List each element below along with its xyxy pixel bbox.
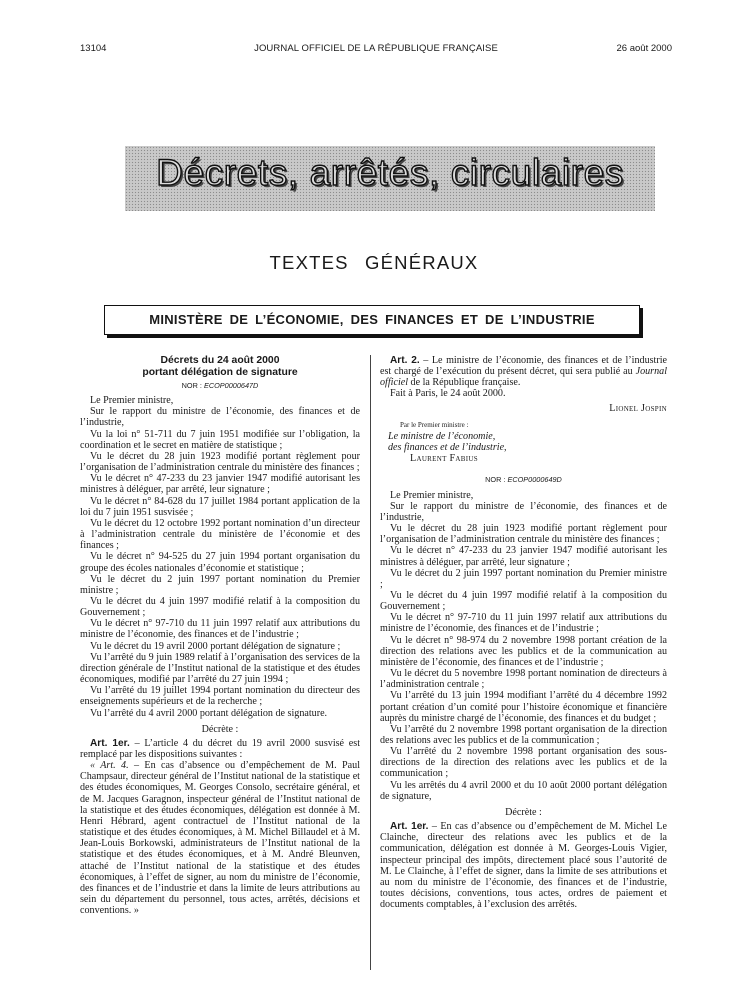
decree-title-2: portant délégation de signature [142,366,298,378]
paragraph: Vu l’arrêté du 2 novembre 1998 portant organisation de la direction des relations avec les publics et de la communication ; [380,723,667,746]
page-header [80,43,672,57]
decree-title-1: Décrets du 24 août 2000 [160,355,280,366]
nor-reference [380,474,667,485]
article-text-end: de la République française. [408,377,521,389]
article-label: Art. 2. [390,355,420,366]
article-1 [380,821,667,910]
paragraph: Sur le rapport du ministre de l’économie, des finances et de l’industrie, [380,500,667,523]
article-2 [380,355,667,388]
paragraph: Vu le décret du 5 novembre 1998 portant nomination de directeurs à l’administration centrale ; [380,668,667,691]
minister-title-text: des finances et de l’industrie, [388,442,507,454]
paragraph: Vu les arrêtés du 4 avril 2000 et du 10 août 2000 portant délégation de signature, [380,779,667,802]
paragraph: Vu l’arrêté du 13 juin 1994 modifiant l’arrêté du 4 décembre 1992 portant création d’un comité pour l’histoire économique et financière auprès du ministre chargé de l’économie, des finances et du budget ; [380,690,667,724]
paragraph: Vu l’arrêté du 19 juillet 1994 portant nomination du directeur des enseignements supérieurs et de la recherche ; [80,685,360,708]
paragraph: Vu le décret n° 94-525 du 27 juin 1994 portant organisation du groupe des écoles nationales d’économie et statistique ; [80,551,360,574]
paragraph: Vu le décret du 4 juin 1997 modifié relatif à la composition du Gouvernement ; [80,595,360,619]
paragraph: Vu le décret du 2 juin 1997 portant nomination du Premier ministre ; [380,567,667,590]
section-heading: TEXTES GÉNÉRAUX [269,252,479,273]
decrete-label: Décrète : [505,806,542,818]
article-text: – Le ministre de l’économie, des finances et de l’industrie est chargé de l’exécution du présent décret, qui sera publié au [380,355,667,378]
paragraph: Vu le décret du 2 juin 1997 portant nomination du Premier ministre ; [80,573,360,596]
paragraph: Vu le décret du 28 juin 1923 modifié portant règlement pour l’organisation de l’administration centrale du ministère des finances ; [380,523,667,546]
ministry-box [104,305,640,335]
signature-pm: Lionel Jospin [609,402,667,414]
paragraph: Vu l’arrêté du 2 novembre 1998 portant organisation des sous-directions de la direction des relations avec les publics et de la communication ; [380,746,667,780]
paragraph: Vu le décret n° 98-974 du 2 novembre 1998 portant création de la direction des relations avec les publics et de la communication au ministère de l’économie, des finances et de l’industrie ; [380,634,667,668]
left-column [80,355,360,916]
paragraph: Vu le décret du 12 octobre 1992 portant nomination d’un directeur à l’administration centrale du ministère de l’économie et des finances ; [80,517,360,552]
paragraph: Sur le rapport du ministre de l’économie, des finances et de l’industrie, [80,406,360,429]
paragraph: Vu le décret n° 97-710 du 11 juin 1997 relatif aux attributions du ministre de l’économie, des finances et de l’industrie ; [80,618,360,641]
paragraph: Vu le décret du 28 juin 1923 modifié portant règlement pour l’organisation de l’administration centrale du ministère des finances ; [80,450,360,474]
nor-reference [80,380,360,391]
nor-label: NOR : [181,381,202,390]
signature-minister: Laurent Fabius [410,453,478,465]
section-banner [125,146,655,211]
minister-title-1 [388,431,667,442]
right-column [380,355,667,910]
paragraph: Le Premier ministre, [390,489,474,501]
paragraph: Vu le décret n° 47-233 du 23 janvier 1947 modifié autorisant les ministres à déléguer, par arrêté, leur signature ; [380,545,667,568]
article-label: « Art. 4. [90,760,129,772]
journal-title: JOURNAL OFFICIEL DE LA RÉPUBLIQUE FRANÇAISE [254,43,498,54]
nor-code: ECOP0000649D [507,475,562,485]
article-label: Art. 1er. [390,821,429,833]
article-text: – En cas d’absence ou d’empêchement de M. Michel Le Clainche, directeur des relations avec les publics et de la communication, délégation est donnée à M. Georges-Louis Vigier, inspecteur principal des impôts, directement placé sous l’autorité de M. Le Clainche, à l’effet de signer, dans la limite de ses attributions et au nom du ministre de l’économie, des finances et de l’industrie, toutes décisions, conventions, tous actes, ordres de paiement et documents comptables, à l’exclusion des arrêtés. [380,821,668,911]
banner-title: Décrets, arrêtés, circulaires [156,152,624,193]
paragraph: Vu le décret du 19 avril 2000 portant délégation de signature ; [90,640,341,652]
decrete-label: Décrète : [201,723,239,735]
paragraph: Vu l’arrêté du 9 juin 1989 relatif à l’organisation des services de la direction générale de l’Institut national de la statistique et des études économiques, modifié par l’arrêté du 27 juin 1994 ; [80,651,360,686]
article-4 [80,760,360,916]
par-line: Par le Premier ministre : [400,420,469,429]
article-1 [80,738,360,760]
nor-code: ECOP0000647D [203,381,259,390]
page-number: 13104 [80,43,107,54]
fait-line: Fait à Paris, le 24 août 2000. [390,388,506,400]
minister-title-2 [388,442,667,453]
journal-name: Journal officiel [380,366,667,389]
ministry-name: MINISTÈRE DE L’ÉCONOMIE, DES FINANCES ET DE L’INDUSTRIE [149,312,595,327]
column-divider [370,355,371,970]
paragraph: Vu le décret n° 84-628 du 17 juillet 1984 portant application de la loi du 7 juin 1951 susvisée ; [80,495,360,518]
paragraph: Vu le décret n° 97-710 du 11 juin 1997 relatif aux attributions du ministre de l’économie, des finances et de l’industrie ; [380,612,667,635]
article-text: – L’article 4 du décret du 19 avril 2000 susvisé est remplacé par les dispositions suivantes : [80,737,360,760]
nor-label: NOR : [485,475,506,485]
paragraph: Vu le décret du 4 juin 1997 modifié relatif à la composition du Gouvernement ; [380,589,667,613]
article-label: Art. 1er. [90,737,130,749]
paragraph: Vu l’arrêté du 4 avril 2000 portant délégation de signature. [90,707,328,719]
issue-date: 26 août 2000 [616,43,672,54]
article-text: – En cas d’absence ou d’empêchement de M. Paul Champsaur, directeur général de l’Institut national de la statistique et des études économiques, M. Georges Consolo, secrétaire général, et de M. Jacques Garagnon, inspecteur général de l’Institut national de la statistique et des études économiques, délégation est donnée à M. Henri Hébrard, agent contractuel de l’Institut national de la statistique et des études économiques, à M. Michel Billaudel et à M. Jean-Louis Borkowski, administrateurs de l’Institut national de la statistique et des études économiques, et à M. André Bleunven, attaché de l’Institut national de la statistique et des études économiques, à l’effet de signer, au nom du ministre de l’économie, des finances et de l’industrie et dans la limite de leurs attributions au sein du département du personnel, tous actes, arrêtés, décisions et conventions. » [80,760,360,917]
minister-title-text: Le ministre de l’économie, [388,430,496,442]
paragraph: Le Premier ministre, [90,395,174,407]
paragraph: Vu la loi n° 51-711 du 7 juin 1951 modifiée sur l’obligation, la coordination et le secret en matière de statistique ; [80,428,360,451]
paragraph: Vu le décret n° 47-233 du 23 janvier 1947 modifié autorisant les ministres à déléguer, par arrêté, leur signature ; [80,473,360,496]
